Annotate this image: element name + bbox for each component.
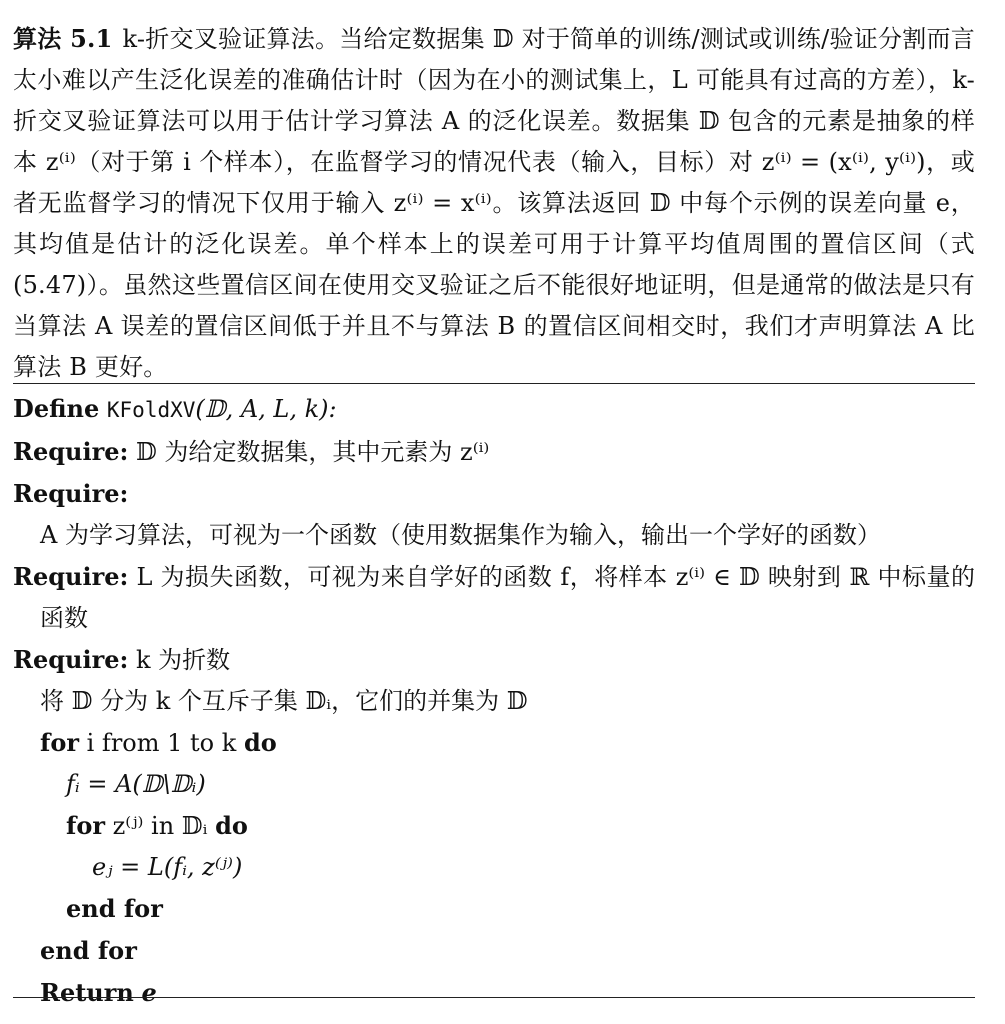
return-value: e [141, 978, 157, 1007]
outer-for-line [13, 722, 975, 764]
error-step [13, 847, 975, 888]
caption-text: k-折交叉验证算法。当给定数据集 𝔻 对于简单的训练/测试或训练/验证分割而言太小难以产生泛化误差的准确估计时（因为在小的测试集上，L 可能具有过高的方差），k-折交叉验证算法可以用于估计学习算法 A 的泛化误差。数据集 𝔻 包含的元素是抽象的样本 z⁽ⁱ⁾（对于第 i 个样本），在监督学习的情况代表（输入，目标）对 z⁽ⁱ⁾ = (x⁽ⁱ⁾, y⁽ⁱ⁾)，或者无监督学习的情况下仅用于输入 z⁽ⁱ⁾ = x⁽ⁱ⁾。该算法返回 𝔻 中每个示例的误差向量 e，其均值是估计的泛化误差。单个样本上的误差可用于计算平均值周围的置信区间（式 (5.47)）。虽然这些置信区间在使用交叉验证之后不能很好地证明，但是通常的做法是只有当算法 A 误差的置信区间低于并且不与算法 B 的置信区间相交时，我们才声明算法 A 比算法 B 更好。 [13, 25, 975, 381]
return-keyword: Return [40, 978, 134, 1007]
require-keyword: Require: [13, 437, 129, 466]
define-line [13, 388, 975, 431]
for-condition: i from 1 to k [86, 729, 237, 757]
define-keyword: Define [13, 394, 100, 423]
algorithm-title: 算法 5.1 [13, 24, 113, 53]
inner-end-for [13, 888, 975, 930]
return-line [13, 972, 975, 1014]
for-condition: z⁽ʲ⁾ in 𝔻ᵢ [112, 812, 208, 840]
require-text: 𝔻 为给定数据集，其中元素为 z⁽ⁱ⁾ [135, 438, 490, 466]
require-keyword: Require: [13, 562, 129, 591]
require-folds [13, 639, 975, 681]
require-keyword: Require: [13, 479, 129, 508]
for-keyword: for [66, 811, 105, 840]
require-dataset [13, 431, 975, 473]
train-formula: fᵢ = A(𝔻\𝔻ᵢ) [66, 770, 206, 798]
end-for-keyword: end for [40, 936, 137, 965]
do-keyword: do [243, 728, 277, 757]
algorithm-caption [13, 18, 975, 388]
split-text: 将 𝔻 分为 k 个互斥子集 𝔻ᵢ，它们的并集为 𝔻 [40, 687, 528, 715]
top-rule [13, 383, 975, 384]
error-formula: eⱼ = L(fᵢ, z⁽ʲ⁾) [92, 853, 243, 881]
do-keyword: do [215, 811, 248, 840]
require-loss [13, 556, 975, 639]
function-args: (𝔻, A, L, k): [195, 395, 337, 423]
split-step [13, 681, 975, 722]
require-keyword: Require: [13, 645, 129, 674]
end-for-keyword: end for [66, 894, 163, 923]
bottom-rule [13, 997, 975, 998]
require-learner [13, 473, 975, 556]
inner-for-line [13, 805, 975, 847]
train-step [13, 764, 975, 805]
require-text: A 为学习算法，可视为一个函数（使用数据集作为输入，输出一个学好的函数） [40, 521, 881, 549]
require-text: L 为损失函数，可视为来自学好的函数 f，将样本 z⁽ⁱ⁾ ∈ 𝔻 映射到 ℝ 中标量的函数 [40, 563, 975, 632]
for-keyword: for [40, 728, 79, 757]
outer-end-for [13, 930, 975, 972]
algorithm-body [13, 388, 975, 1014]
require-text: k 为折数 [135, 646, 231, 674]
function-name: KFoldXV [106, 398, 196, 422]
